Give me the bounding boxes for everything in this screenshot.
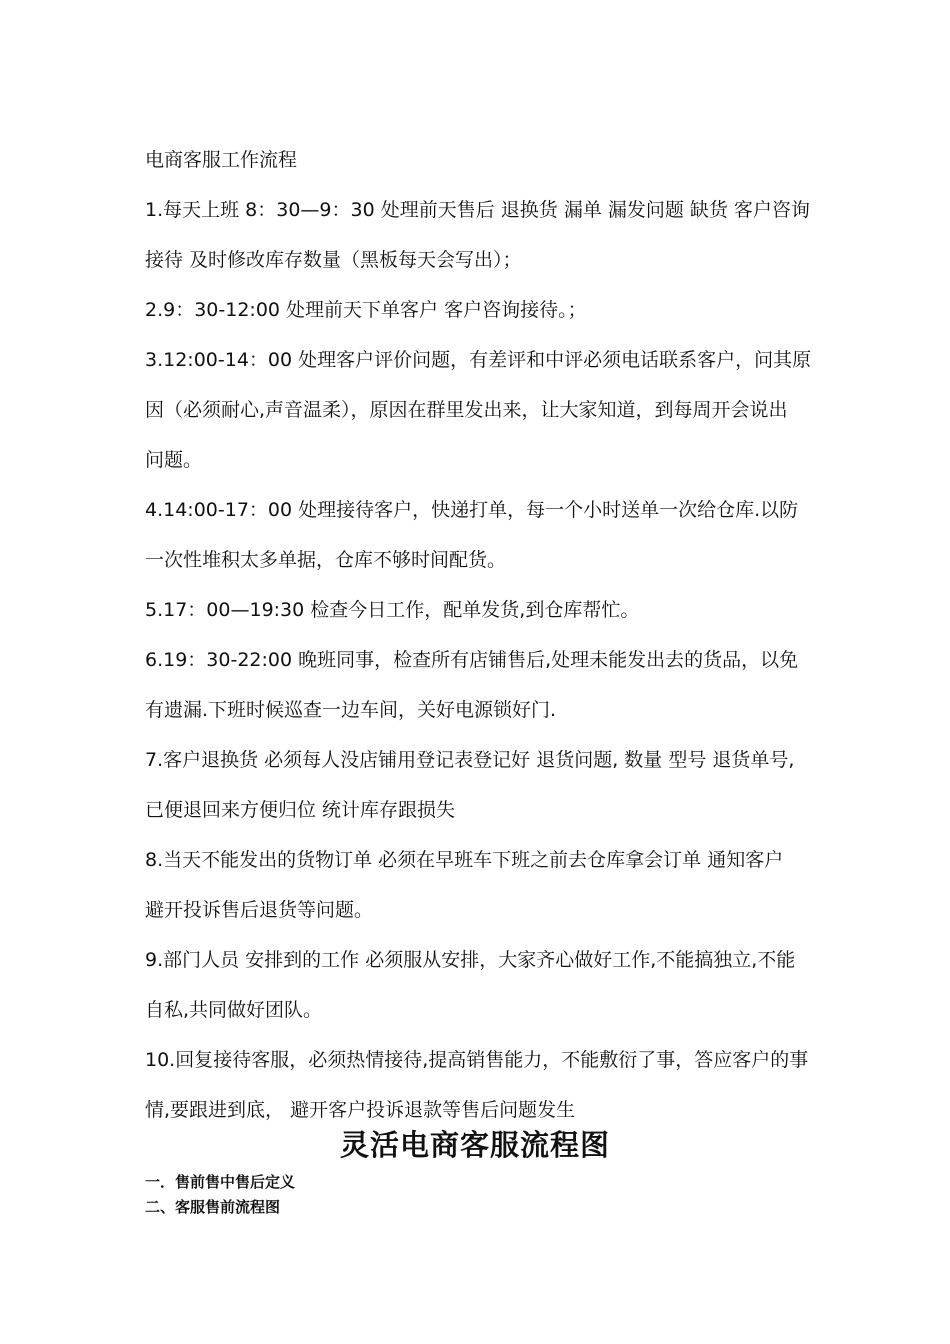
text-line: 8.当天不能发出的货物订单 必须在早班车下班之前去仓库拿会订单 通知客户	[145, 849, 784, 871]
text-line: 避开投诉售后退货等问题。	[145, 899, 374, 921]
text-line: 已便退回来方便归位 统计库存跟损失	[145, 799, 456, 821]
text-line: 接待 及时修改库存数量（黑板每天会写出）；	[145, 249, 522, 271]
text-line: 5.17：00—19:30 检查今日工作，配单发货,到仓库帮忙。	[145, 599, 640, 621]
text-line: 9.部门人员 安排到的工作 必须服从安排，大家齐心做好工作,不能搞独立,不能	[145, 949, 796, 971]
outline-item: 二、客服售前流程图	[145, 1198, 281, 1216]
text-line: 3.12:00-14：00 处理客户评价问题，有差评和中评必须电话联系客户，问其原	[145, 349, 812, 371]
text-line: 有遗漏.下班时候巡查一边车间，关好电源锁好门.	[145, 699, 557, 721]
text-line: 4.14:00-17：00 处理接待客户，快递打单，每一个小时送单一次给仓库.以防	[145, 499, 799, 521]
text-line: 因（必须耐心,声音温柔），原因在群里发出来，让大家知道，到每周开会说出	[145, 399, 788, 421]
flowchart-outline	[145, 1170, 810, 1220]
text-line: 情,要跟进到底， 避开客户投诉退款等售后问题发生	[145, 1099, 576, 1121]
text-line: 一次性堆积太多单据，仓库不够时间配货。	[145, 549, 507, 571]
text-line: 自私,共同做好团队。	[145, 999, 323, 1021]
document-heading: 电商客服工作流程	[145, 149, 298, 171]
text-line: 问题。	[145, 449, 203, 471]
text-line: 2.9：30-12:00 处理前天下单客户 客户咨询接待。；	[145, 299, 587, 321]
body-text	[145, 135, 810, 1135]
text-line: 1.每天上班 8：30—9：30 处理前天售后 退换货 漏单 漏发问题 缺货 客户咨询	[145, 199, 810, 221]
outline-item: 一．售前售中售后定义	[145, 1173, 296, 1191]
text-line: 10.回复接待客服，必须热情接待,提高销售能力，不能敷衍了事，答应客户的事	[145, 1049, 809, 1071]
text-line: 7.客户退换货 必须每人没店铺用登记表登记好 退货问题, 数量 型号 退货单号,	[145, 749, 795, 771]
flowchart-title: 灵活电商客服流程图	[339, 1128, 610, 1162]
text-line: 6.19：30-22:00 晚班同事，检查所有店铺售后,处理未能发出去的货品，以免	[145, 649, 799, 671]
